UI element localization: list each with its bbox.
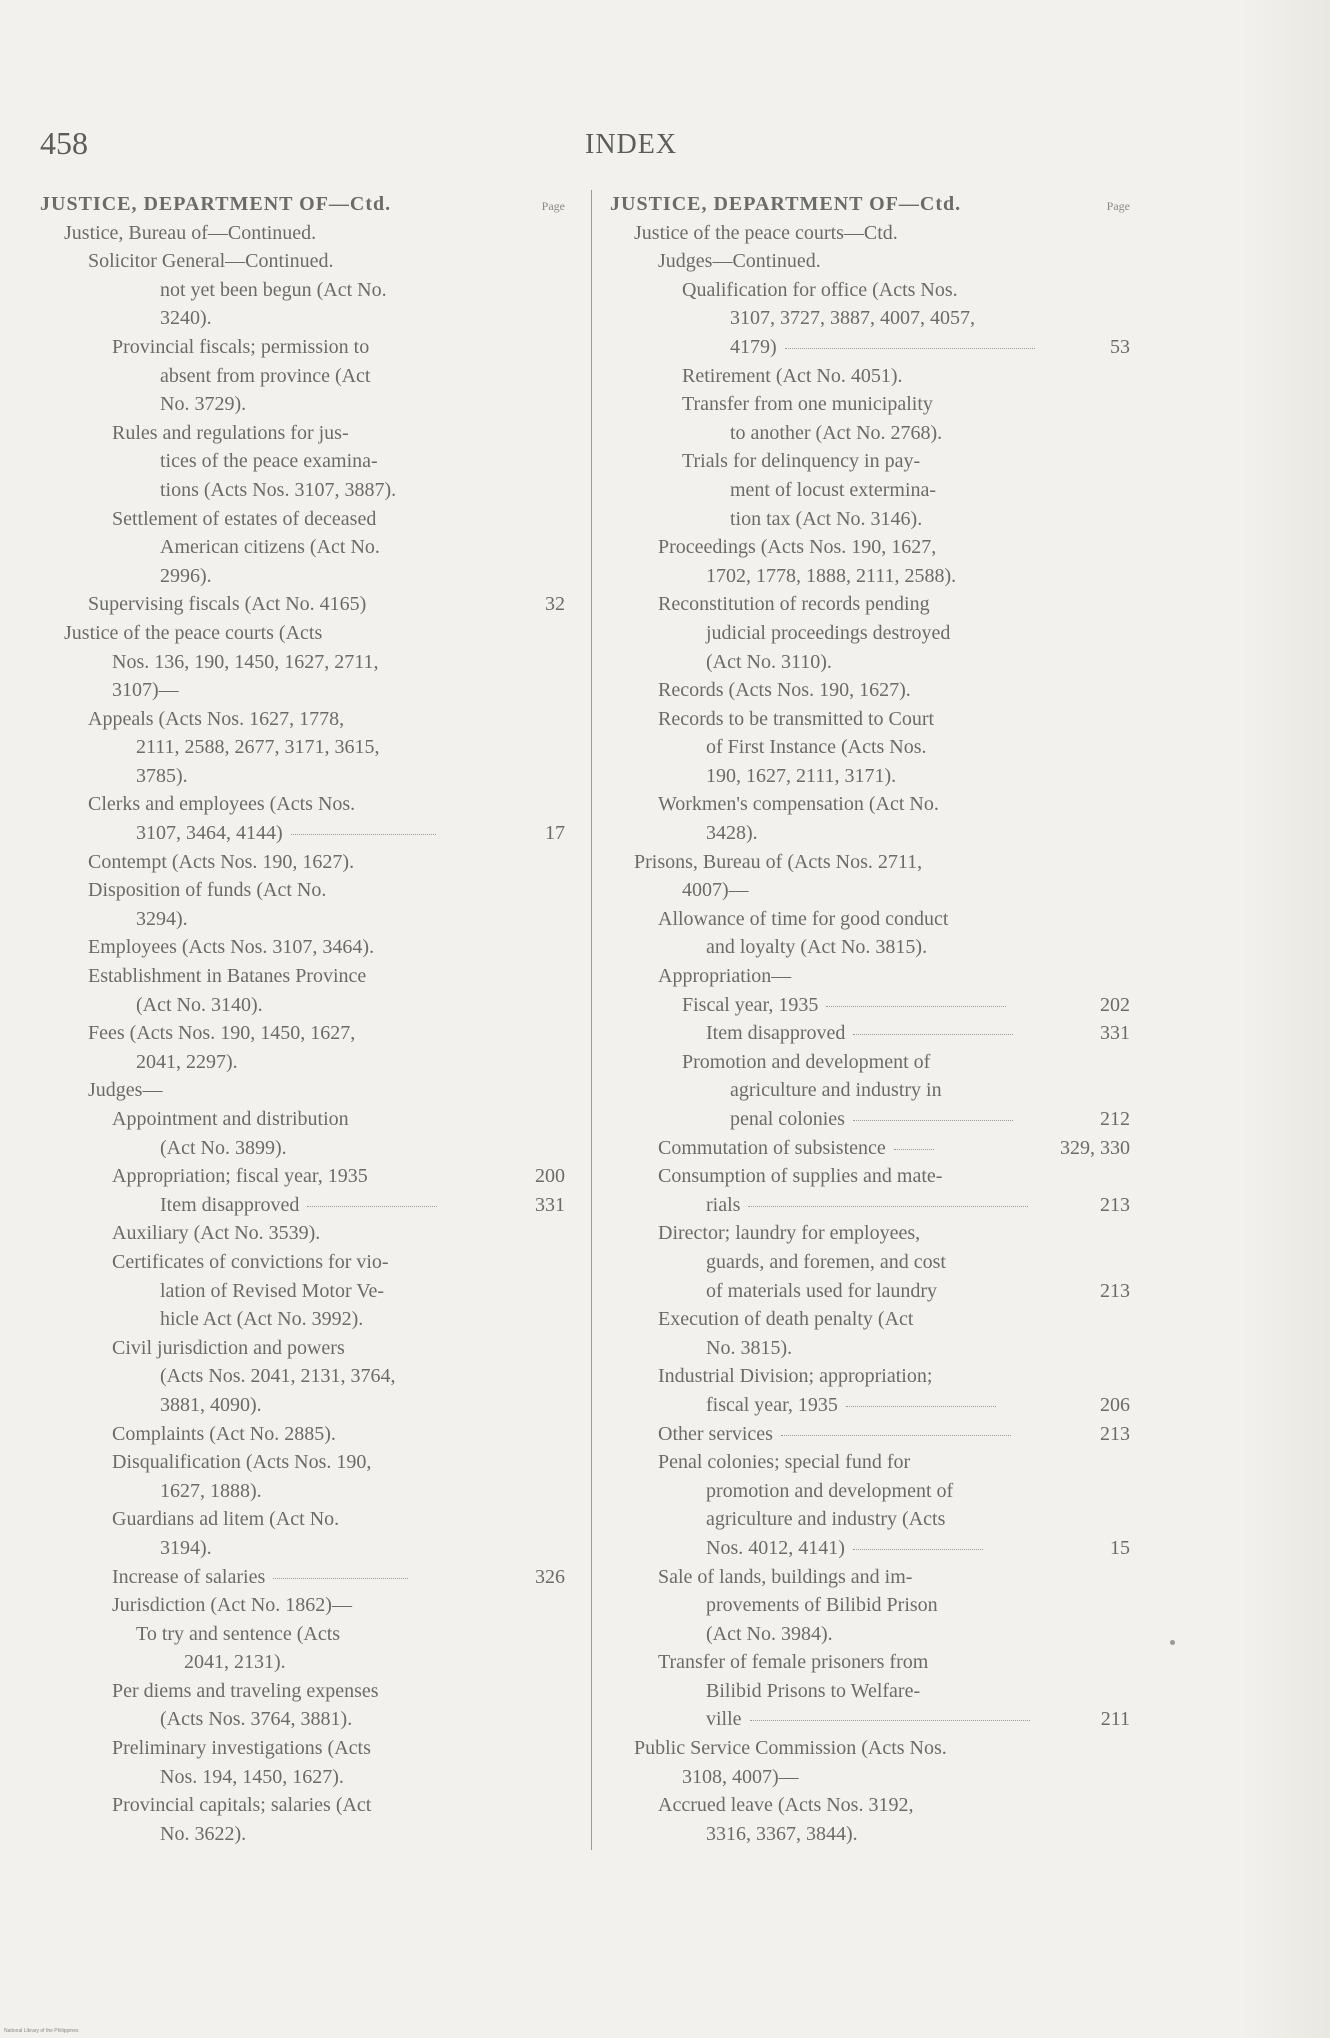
index-entry-text: Nos. 194, 1450, 1627). — [160, 1765, 344, 1788]
index-entry-text: Proceedings (Acts Nos. 190, 1627, — [658, 536, 937, 559]
page-reference: 326 — [535, 1565, 565, 1588]
index-entry-text: Retirement (Act No. 4051). — [682, 364, 903, 387]
dot-leader — [853, 1548, 983, 1550]
index-entry — [40, 1734, 565, 1763]
index-entry-text: 3428). — [706, 822, 758, 845]
index-entry — [40, 705, 565, 734]
page-reference: 53 — [1110, 335, 1130, 358]
index-entry — [40, 219, 565, 248]
index-entry-text: Establishment in Batanes Province — [88, 965, 367, 988]
index-entry — [40, 1248, 565, 1277]
page-reference: 329, 330 — [1060, 1136, 1130, 1159]
index-entry-text: Settlement of estates of deceased — [112, 507, 377, 530]
index-entry-text: Appropriation— — [658, 965, 792, 988]
index-entry-text: 2111, 2588, 2677, 3171, 3615, — [136, 736, 380, 759]
index-entry — [40, 1763, 565, 1792]
page-reference: 213 — [1100, 1422, 1130, 1445]
index-entry-text: Civil jurisdiction and powers — [112, 1336, 345, 1359]
dot-leader — [273, 1577, 408, 1579]
index-entry-text: (Act No. 3110). — [706, 650, 832, 673]
index-entry — [40, 362, 565, 391]
index-entry-text: and loyalty (Act No. 3815). — [706, 936, 928, 959]
page-number: 458 — [40, 125, 88, 161]
index-entry — [610, 1591, 1130, 1620]
index-entry-text: ville — [706, 1708, 742, 1731]
dot-leader — [785, 347, 1035, 349]
index-entry — [610, 247, 1130, 276]
index-entry-text: guards, and foremen, and cost — [706, 1250, 946, 1273]
index-entry — [40, 1448, 565, 1477]
index-entry-text: 3240). — [160, 307, 212, 330]
index-entry-text: agriculture and industry (Acts — [706, 1508, 946, 1531]
index-entry-text: Contempt (Acts Nos. 190, 1627). — [88, 850, 355, 873]
index-entry-text: Provincial fiscals; permission to — [112, 335, 370, 358]
index-entry-text: Increase of salaries — [112, 1565, 266, 1588]
index-entry — [610, 1563, 1130, 1592]
index-entry — [40, 247, 565, 276]
index-entry — [610, 419, 1130, 448]
index-entry — [610, 362, 1130, 391]
dot-leader — [826, 1005, 1006, 1007]
index-entry — [40, 1048, 565, 1077]
index-entry-text: Judges— — [88, 1079, 163, 1102]
index-entry — [610, 1763, 1130, 1792]
index-entry-text: American citizens (Act No. — [160, 536, 380, 559]
index-entry-text: Justice, Bureau of—Continued. — [64, 221, 317, 244]
index-entry-text: Supervising fiscals (Act No. 4165) — [88, 593, 367, 616]
index-entry — [610, 1505, 1130, 1534]
index-entry-text: Nos. 136, 190, 1450, 1627, 2711, — [112, 650, 379, 673]
index-entry — [40, 447, 565, 476]
index-entry — [40, 790, 565, 819]
index-entry-text: Preliminary investigations (Acts — [112, 1737, 371, 1760]
index-entry — [610, 1791, 1130, 1820]
index-entry-text: Other services — [658, 1422, 773, 1445]
index-entry — [40, 1134, 565, 1163]
index-entry-text: Judges—Continued. — [658, 250, 821, 273]
index-entry-text: No. 3815). — [706, 1336, 793, 1359]
index-entry-text: promotion and development of — [706, 1479, 954, 1502]
dot-leader — [846, 1405, 996, 1407]
index-entry — [40, 1420, 565, 1449]
index-entry — [40, 733, 565, 762]
index-entry-text: Disposition of funds (Act No. — [88, 879, 327, 902]
index-entry — [610, 447, 1130, 476]
index-entry — [610, 1534, 1130, 1563]
index-entry-text: Bilibid Prisons to Welfare- — [706, 1679, 921, 1702]
index-entry-text: 3316, 3367, 3844). — [706, 1822, 858, 1845]
index-entry-text: (Acts Nos. 3764, 3881). — [160, 1708, 353, 1731]
index-entry — [40, 476, 565, 505]
index-entry-text: Fees (Acts Nos. 190, 1450, 1627, — [88, 1022, 356, 1045]
index-entry — [40, 533, 565, 562]
index-entry — [40, 304, 565, 333]
index-entry — [610, 333, 1130, 362]
dot-leader — [853, 1033, 1013, 1035]
index-entry-text: Penal colonies; special fund for — [658, 1451, 911, 1474]
index-entry — [40, 1563, 565, 1592]
index-entry-text: Nos. 4012, 4141) — [706, 1536, 845, 1559]
page-column-label: Page — [1106, 199, 1130, 213]
page-reference: 331 — [1100, 1022, 1130, 1045]
index-entry — [610, 876, 1130, 905]
index-entry — [40, 676, 565, 705]
index-entry — [40, 1677, 565, 1706]
index-entry-text: not yet been begun (Act No. — [160, 278, 387, 301]
index-entry-text: Provincial capitals; salaries (Act — [112, 1794, 372, 1817]
index-entry-text: Accrued leave (Acts Nos. 3192, — [658, 1794, 914, 1817]
index-entry — [610, 991, 1130, 1020]
index-entry — [610, 276, 1130, 305]
index-entry — [610, 1734, 1130, 1763]
index-entry — [40, 333, 565, 362]
index-entry-text: 3785). — [136, 764, 188, 787]
index-entry-text: Reconstitution of records pending — [658, 593, 930, 616]
index-entry — [610, 1705, 1130, 1734]
index-entry-text: JUSTICE, DEPARTMENT OF—Ctd. — [40, 193, 392, 215]
index-entry-text: 3294). — [136, 907, 188, 930]
index-entry — [610, 590, 1130, 619]
index-entry — [610, 1334, 1130, 1363]
index-entry — [40, 762, 565, 791]
index-entry — [610, 619, 1130, 648]
dot-leader — [894, 1148, 934, 1150]
index-entry-text: tices of the peace examina- — [160, 450, 378, 473]
index-entry-text: (Act No. 3140). — [136, 993, 263, 1016]
index-entry-text: Employees (Acts Nos. 3107, 3464). — [88, 936, 375, 959]
index-entry — [610, 1677, 1130, 1706]
index-entry — [40, 390, 565, 419]
index-entry — [610, 762, 1130, 791]
index-entry — [610, 1105, 1130, 1134]
index-column-left — [40, 190, 565, 1848]
index-entry — [610, 1048, 1130, 1077]
index-entry-text: hicle Act (Act No. 3992). — [160, 1308, 364, 1331]
index-entry — [40, 1076, 565, 1105]
index-entry-text: Transfer of female prisoners from — [658, 1651, 929, 1674]
index-entry — [610, 476, 1130, 505]
index-entry — [610, 533, 1130, 562]
index-entry-text: Appointment and distribution — [112, 1108, 349, 1130]
index-entry-text: Item disapproved — [160, 1193, 300, 1216]
index-entry — [610, 848, 1130, 877]
index-entry-text: Clerks and employees (Acts Nos. — [88, 793, 356, 816]
index-entry — [40, 276, 565, 305]
index-entry-text: Fiscal year, 1935 — [682, 993, 819, 1016]
index-entry-text: No. 3729). — [160, 393, 247, 416]
page-header — [40, 125, 1110, 165]
index-entry — [610, 819, 1130, 848]
index-entry-text: of First Instance (Acts Nos. — [706, 736, 927, 759]
index-entry-text: Public Service Commission (Acts Nos. — [634, 1737, 947, 1760]
dot-leader — [853, 1119, 1013, 1121]
running-head: INDEX — [585, 129, 678, 160]
index-entry — [40, 562, 565, 591]
page-reference: 206 — [1100, 1393, 1130, 1416]
index-entry-text: (Act No. 3984). — [706, 1622, 833, 1645]
index-entry-text: Qualification for office (Acts Nos. — [682, 278, 958, 301]
index-entry-text: Per diems and traveling expenses — [112, 1679, 379, 1702]
index-entry-text: Justice of the peace courts—Ctd. — [634, 221, 898, 244]
index-entry-text: Complaints (Act No. 2885). — [112, 1422, 336, 1445]
index-entry-text: tions (Acts Nos. 3107, 3887). — [160, 478, 397, 501]
index-entry — [40, 1820, 565, 1849]
index-entry — [610, 1305, 1130, 1334]
index-entry — [610, 1820, 1130, 1849]
index-entry — [610, 1019, 1130, 1048]
index-entry — [610, 1248, 1130, 1277]
dot-leader — [750, 1719, 1030, 1721]
index-entry — [610, 562, 1130, 591]
index-entry-text: 4007)— — [682, 879, 749, 902]
index-entry — [40, 1305, 565, 1334]
index-entry-text: Transfer from one municipality — [682, 393, 933, 416]
index-entry — [40, 1362, 565, 1391]
index-entry — [610, 648, 1130, 677]
index-entry-text: 2041, 2297). — [136, 1050, 238, 1073]
index-entry — [610, 733, 1130, 762]
index-entry-text: lation of Revised Motor Ve- — [160, 1279, 385, 1302]
index-entry — [610, 390, 1130, 419]
index-entry — [40, 648, 565, 677]
index-entry-text: Commutation of subsistence — [658, 1136, 886, 1159]
index-entry — [40, 991, 565, 1020]
index-entry — [40, 1705, 565, 1734]
index-entry-text: 1627, 1888). — [160, 1479, 262, 1502]
index-entry — [610, 1648, 1130, 1677]
page-reference: 331 — [535, 1193, 565, 1216]
index-entry — [40, 1191, 565, 1220]
index-entry-text: agriculture and industry in — [730, 1079, 942, 1102]
index-entry — [610, 1076, 1130, 1105]
index-entry — [610, 1448, 1130, 1477]
index-entry-text: provements of Bilibid Prison — [706, 1594, 938, 1617]
page-reference: 213 — [1100, 1193, 1130, 1216]
index-entry — [40, 619, 565, 648]
index-entry — [610, 1420, 1130, 1449]
page-reference: 211 — [1100, 1708, 1130, 1731]
index-entry — [610, 1620, 1130, 1649]
index-entry-text: 3107, 3727, 3887, 4007, 4057, — [730, 307, 975, 330]
index-entry — [610, 933, 1130, 962]
index-entry-text: absent from province (Act — [160, 364, 371, 387]
index-entry-text: (Act No. 3899). — [160, 1136, 287, 1159]
index-entry-text: ment of locust extermina- — [730, 478, 937, 501]
index-entry — [610, 905, 1130, 934]
index-entry — [40, 933, 565, 962]
index-entry-text: Industrial Division; appropriation; — [658, 1365, 933, 1388]
index-entry-text: Execution of death penalty (Act — [658, 1308, 914, 1331]
index-entry — [610, 1391, 1130, 1420]
index-entry-text: Records (Acts Nos. 190, 1627). — [658, 679, 911, 702]
index-entry-text: Prisons, Bureau of (Acts Nos. 2711, — [634, 850, 923, 873]
index-entry — [40, 962, 565, 991]
index-entry-text: To try and sentence (Acts — [136, 1622, 341, 1645]
index-entry — [40, 1334, 565, 1363]
index-entry — [40, 1391, 565, 1420]
dot-leader — [748, 1205, 1028, 1207]
index-entry-text: Justice of the peace courts (Acts — [64, 621, 323, 644]
index-entry-text: to another (Act No. 2768). — [730, 421, 943, 444]
index-entry — [610, 219, 1130, 248]
index-entry — [40, 876, 565, 905]
index-entry — [610, 676, 1130, 705]
index-entry-text: 2041, 2131). — [184, 1651, 286, 1674]
index-entry — [40, 905, 565, 934]
index-column-right — [610, 190, 1130, 1848]
index-entry-text: Guardians ad litem (Act No. — [112, 1508, 340, 1531]
index-entry — [610, 304, 1130, 333]
index-entry — [40, 848, 565, 877]
dot-leader — [307, 1205, 437, 1207]
index-entry-text: Disqualification (Acts Nos. 190, — [112, 1451, 372, 1474]
index-entry — [40, 1019, 565, 1048]
page-reference: 213 — [1100, 1279, 1130, 1302]
index-entry-text: 190, 1627, 2111, 3171). — [706, 764, 897, 787]
index-entry — [610, 1362, 1130, 1391]
index-entry — [40, 1277, 565, 1306]
index-entry — [40, 1591, 565, 1620]
page-reference: 17 — [545, 822, 565, 845]
index-entry-text: Certificates of convictions for vio- — [112, 1250, 389, 1273]
index-entry-text: JUSTICE, DEPARTMENT OF—Ctd. — [610, 193, 962, 215]
index-entry-text: Allowance of time for good conduct — [658, 907, 949, 930]
index-entry-text: Solicitor General—Continued. — [88, 250, 334, 273]
page-reference: 212 — [1100, 1108, 1130, 1130]
index-entry-text: Appropriation; fiscal year, 1935 — [112, 1165, 368, 1188]
index-entry-text: No. 3622). — [160, 1822, 247, 1845]
index-entry-text: judicial proceedings destroyed — [706, 621, 951, 644]
index-entry — [610, 1134, 1130, 1163]
page-reference: 15 — [1110, 1536, 1130, 1559]
page-edge-shadow — [1240, 0, 1330, 2038]
index-entry — [40, 1219, 565, 1248]
index-entry — [40, 1162, 565, 1191]
index-entry-text: Appeals (Acts Nos. 1627, 1778, — [88, 707, 345, 730]
index-entry-text: Item disapproved — [706, 1022, 846, 1045]
index-entry — [610, 962, 1130, 991]
index-entry-text: penal colonies — [730, 1108, 845, 1130]
index-entry-text: of materials used for laundry — [706, 1279, 938, 1302]
ink-speck — [1170, 1640, 1175, 1645]
index-entry-text: 3194). — [160, 1536, 212, 1559]
index-entry-text: Trials for delinquency in pay- — [682, 450, 921, 473]
index-entry — [40, 1505, 565, 1534]
index-entry-text: 4179) — [730, 335, 777, 358]
index-entry — [610, 505, 1130, 534]
index-entry — [40, 1791, 565, 1820]
index-heading — [40, 190, 565, 219]
index-entry-text: fiscal year, 1935 — [706, 1393, 838, 1416]
index-entry — [40, 590, 565, 619]
index-entry — [40, 419, 565, 448]
index-heading — [610, 190, 1130, 219]
index-entry-text: 1702, 1778, 1888, 2111, 2588). — [706, 564, 957, 587]
index-entry-text: 3881, 4090). — [160, 1393, 262, 1416]
scan-footer-note: National Library of the Philippines — [4, 2028, 79, 2034]
index-entry-text: Jurisdiction (Act No. 1862)— — [112, 1594, 352, 1617]
index-entry-text: Workmen's compensation (Act No. — [658, 793, 939, 816]
index-entry — [40, 1105, 565, 1134]
index-entry-text: rials — [706, 1193, 741, 1216]
index-entry-text: Auxiliary (Act No. 3539). — [112, 1222, 321, 1245]
index-entry — [610, 1277, 1130, 1306]
index-entry-text: Director; laundry for employees, — [658, 1222, 921, 1245]
index-entry-text: tion tax (Act No. 3146). — [730, 507, 923, 530]
index-entry-text: 3107, 3464, 4144) — [136, 822, 283, 845]
column-divider — [591, 190, 592, 1850]
index-entry-text: Records to be transmitted to Court — [658, 707, 935, 730]
page-reference: 32 — [545, 593, 565, 616]
index-entry — [40, 1477, 565, 1506]
index-entry-text: 2996). — [160, 564, 212, 587]
index-entry — [610, 1477, 1130, 1506]
index-entry-text: Promotion and development of — [682, 1050, 931, 1073]
index-entry-text: Consumption of supplies and mate- — [658, 1165, 943, 1188]
index-entry — [40, 505, 565, 534]
index-entry-text: 3108, 4007)— — [682, 1765, 799, 1788]
dot-leader — [781, 1434, 1011, 1436]
index-entry-text: Rules and regulations for jus- — [112, 421, 349, 444]
index-entry — [610, 1219, 1130, 1248]
index-entry — [610, 790, 1130, 819]
index-entry — [610, 1191, 1130, 1220]
index-entry-text: 3107)— — [112, 679, 179, 702]
index-entry — [40, 1534, 565, 1563]
page-column-label: Page — [541, 199, 565, 213]
page-reference: 202 — [1100, 993, 1130, 1016]
index-entry-text: Sale of lands, buildings and im- — [658, 1565, 913, 1588]
index-entry — [40, 819, 565, 848]
index-entry — [610, 705, 1130, 734]
index-entry-text: (Acts Nos. 2041, 2131, 3764, — [160, 1365, 396, 1388]
dot-leader — [291, 833, 436, 835]
index-entry — [610, 1162, 1130, 1191]
index-entry — [40, 1620, 565, 1649]
index-entry — [40, 1648, 565, 1677]
page-reference: 200 — [535, 1165, 565, 1188]
